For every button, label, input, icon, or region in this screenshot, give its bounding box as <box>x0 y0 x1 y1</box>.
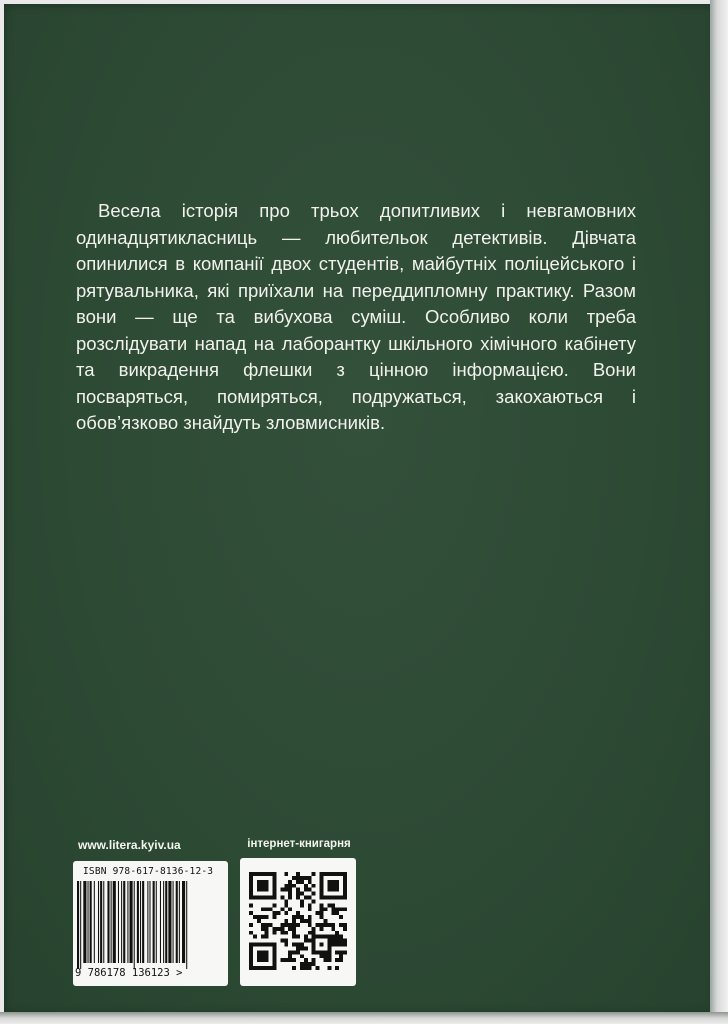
cover-bottom-edge <box>0 1012 728 1024</box>
ean-digits: 9 786178 136123 > <box>75 967 183 979</box>
cover-right-edge <box>710 0 728 1024</box>
book-description: Весела історія про трьох допитливих і невгамовних одинадцятикласниць — любительок детективів. Дівчата опинилися в компанії двох студентів, майбутніх поліцейського і рятувальника, які приїхали на переддипломну практику. Разом вони — ще та вибухова суміш. Особливо коли треба розслідувати напад на лаборантку шкільного хімічного кабінету та викрадення флешки з цінною інформацією. Вони посваряться, помиряться, подружаться, закохаються і обов’язково знайдуть зловмисників. <box>76 200 636 433</box>
qr-panel <box>240 858 356 986</box>
online-shop-label: інтернет-книгарня <box>247 838 351 850</box>
publisher-website: www.litera.kyiv.ua <box>78 838 181 852</box>
qr-code-icon <box>249 872 347 970</box>
barcode-panel <box>73 861 228 986</box>
isbn-label: ISBN 978-617-8136-12-3 <box>83 866 214 877</box>
barcode-icon <box>77 881 225 969</box>
